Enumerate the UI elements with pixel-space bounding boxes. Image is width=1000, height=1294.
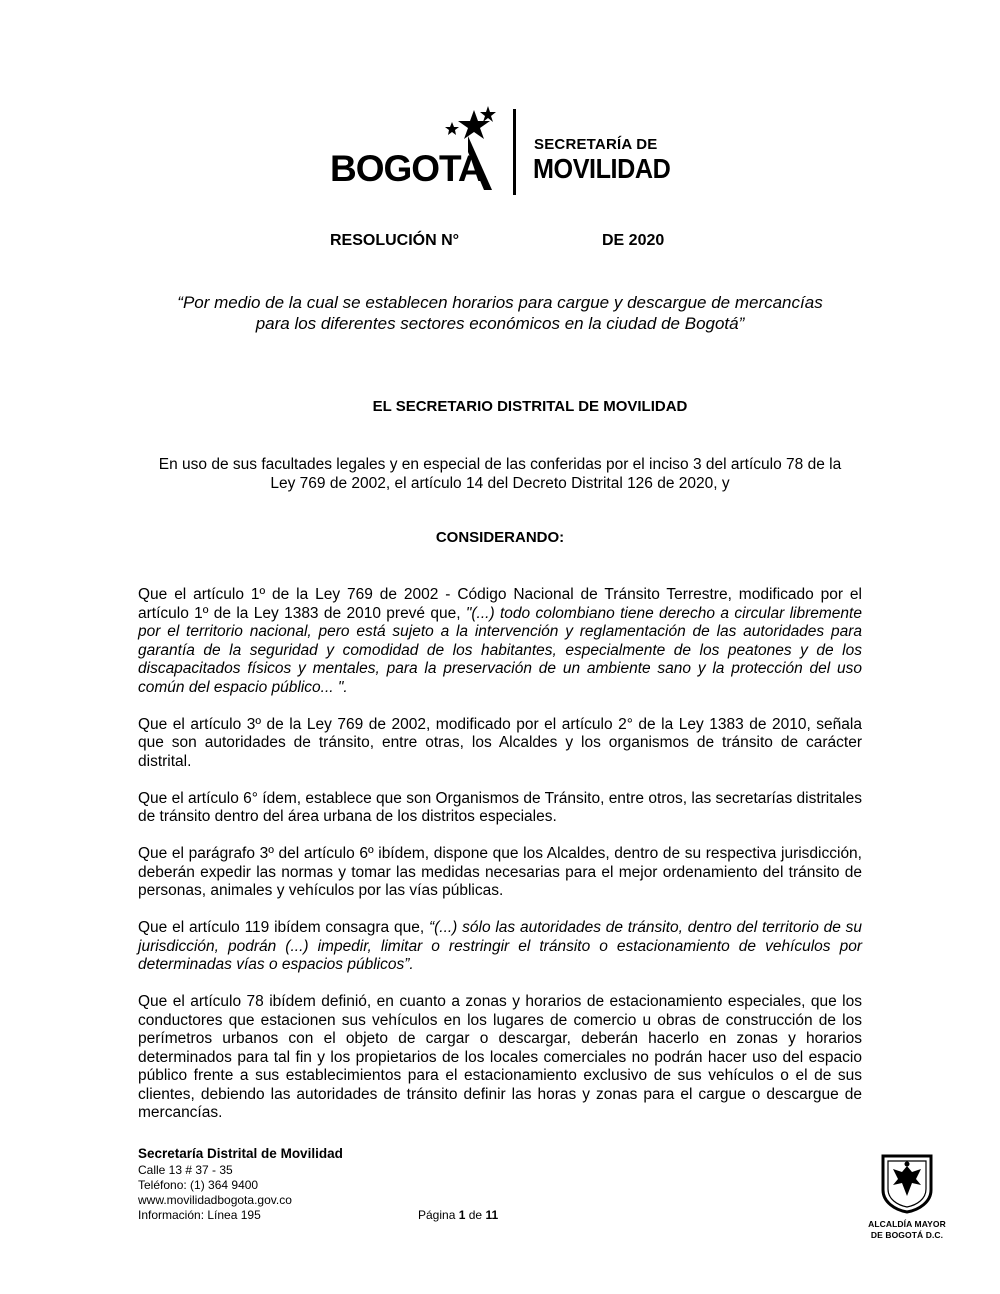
crest-line-2: DE BOGOTÁ D.C.	[870, 1230, 944, 1240]
paragraph-5-text: Que el artículo 119 ibídem consagra que,	[138, 919, 429, 936]
intro-line-2: Ley 769 de 2002, el artículo 14 del Decreto Distrital 126 de 2020, y	[270, 475, 730, 492]
logo-divider	[513, 109, 516, 195]
page-prefix: Página	[418, 1208, 456, 1222]
footer-info: Información: Línea 195	[138, 1208, 261, 1222]
page-current: 1	[458, 1208, 466, 1222]
authority-heading: EL SECRETARIO DISTRITAL DE MOVILIDAD	[372, 398, 688, 415]
crest-line-1: ALCALDÍA MAYOR	[868, 1219, 946, 1229]
resolution-year: DE 2020	[602, 232, 665, 249]
resolution-label: RESOLUCIÓN N°	[330, 232, 460, 249]
paragraph-2: Que el artículo 3º de la Ley 769 de 2002, modificado por el artículo 2° de la Ley 1383 de 2010, señala que son autoridades de tránsito, entre otras, los Alcaldes y los organismos de tránsito de carácter distrital.	[138, 715, 862, 770]
page-total: 11	[485, 1208, 499, 1222]
considering-heading: CONSIDERANDO:	[435, 529, 565, 546]
paragraph-5-quote: “(...) sólo las autoridades de tránsito, dentro del territorio de su jurisdicción, podrán (...) impedir, limitar o restringir el tránsito o estacionamiento de vehículos por determinadas vías o espacios públicos”.	[138, 919, 863, 973]
intro-line-1: En uso de sus facultades legales y en especial de las conferidas por el inciso 3 del artículo 78 de la	[158, 456, 842, 473]
bogota-movilidad-logo	[330, 106, 675, 198]
page-of: de	[468, 1208, 483, 1222]
footer-web: www.movilidadbogota.gov.co	[138, 1193, 292, 1207]
bogota-wordmark: BOGOTA	[330, 148, 484, 189]
subtitle-line-1: “Por medio de la cual se establecen horarios para cargue y descargue de mercancías	[177, 293, 823, 312]
footer-address: Calle 13 # 37 - 35	[138, 1163, 233, 1177]
page-number	[418, 1208, 498, 1222]
footer-org: Secretaría Distrital de Movilidad	[138, 1146, 343, 1161]
paragraph-1-text: Que el artículo 1º de la Ley 769 de 2002 - Código Nacional de Tránsito Terrestre, modificado por el artículo 1º de la Ley 1383 de 2010 prevé que,	[138, 586, 862, 622]
intro-paragraph	[138, 455, 862, 493]
document-body	[138, 586, 862, 1141]
coat-of-arms-icon	[879, 1152, 935, 1214]
logo-movilidad-text: MOVILIDAD	[533, 153, 671, 184]
paragraph-3: Que el artículo 6° ídem, establece que son Organismos de Tránsito, entre otros, las secretarías distritales de tránsito dentro del área urbana de los distritos especiales.	[138, 789, 862, 825]
subtitle-line-2: para los diferentes sectores económicos en la ciudad de Bogotá”	[255, 314, 745, 333]
paragraph-4: Que el parágrafo 3º del artículo 6º ibídem, dispone que los Alcaldes, dentro de su respectiva jurisdicción, deberán expedir las normas y tomar las medidas necesarias para el mejor ordenamiento del tránsito de personas, animales y vehículos por las vías públicas.	[138, 845, 862, 899]
paragraph-1-quote: "(...) todo colombiano tiene derecho a circular libremente por el territorio nacional, pero está sujeto a la intervención y reglamentación de las autoridades para garantía de la seguridad y comodidad de los habitantes, especialmente de los peatones y de los discapacitados físicos y mentales, para la preservación de un ambiente sano y la protección del uso común del espacio público... ".	[138, 604, 862, 696]
paragraph-6: Que el artículo 78 ibídem definió, en cuanto a zonas y horarios de estacionamiento especiales, que los conductores que estacionen sus vehículos en los lugares de comercio u obras de construcción de los perímetros urbanos con el objeto de cargar o descargar, deberán hacerlo en zonas y horarios determinados para tal fin y los propietarios de los locales comerciales no podrán hacer uso del espacio público frente a sus establecimientos para el estacionamiento exclusivo de sus vehículos o el de sus clientes, debiendo las autoridades de tránsito definir las horas y zonas para el cargue o descargue de mercancías.	[138, 993, 862, 1121]
footer-phone: Teléfono: (1) 364 9400	[138, 1178, 259, 1192]
resolution-subtitle	[120, 292, 880, 334]
paragraph-1	[138, 586, 862, 697]
alcaldia-crest	[862, 1152, 952, 1242]
logo-secretaria-text: SECRETARÍA DE	[534, 136, 658, 153]
paragraph-5	[138, 919, 862, 975]
